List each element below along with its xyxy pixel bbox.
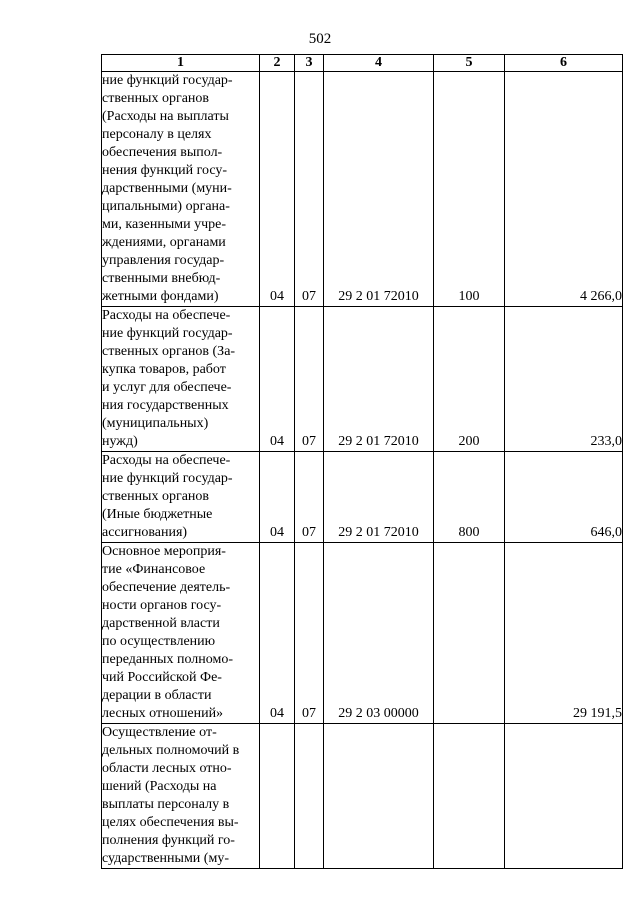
row-amount: 233,0 bbox=[505, 307, 623, 452]
row-section: 04 bbox=[260, 452, 295, 543]
row-section bbox=[260, 724, 295, 869]
row-target-article bbox=[324, 724, 434, 869]
table-row bbox=[102, 72, 623, 307]
row-description: Основное мероприя- тие «Финансовое обеспечение деятель- ности органов госу- дарственной власти по осуществлению переданных полномо- чий Российской Фе- дерации в области лесных отношений» bbox=[102, 543, 260, 724]
row-section: 04 bbox=[260, 72, 295, 307]
row-section: 04 bbox=[260, 543, 295, 724]
row-expense-type: 800 bbox=[434, 452, 505, 543]
header-row bbox=[102, 55, 623, 72]
table-row bbox=[102, 543, 623, 724]
row-description: Осуществление от- дельных полномочий в области лесных отно- шений (Расходы на выплаты персоналу в целях обеспечения вы- полнения функций го- сударственными (му- bbox=[102, 724, 260, 869]
row-expense-type bbox=[434, 543, 505, 724]
header-col-2: 2 bbox=[260, 55, 295, 72]
header-col-4: 4 bbox=[324, 55, 434, 72]
row-target-article: 29 2 01 72010 bbox=[324, 72, 434, 307]
row-section: 04 bbox=[260, 307, 295, 452]
page-number: 502 bbox=[308, 31, 332, 47]
table-row bbox=[102, 724, 623, 869]
table-row bbox=[102, 307, 623, 452]
header-col-3: 3 bbox=[295, 55, 324, 72]
row-target-article: 29 2 01 72010 bbox=[324, 452, 434, 543]
row-amount bbox=[505, 724, 623, 869]
row-subsection: 07 bbox=[295, 543, 324, 724]
header-col-5: 5 bbox=[434, 55, 505, 72]
row-expense-type: 100 bbox=[434, 72, 505, 307]
row-subsection: 07 bbox=[295, 72, 324, 307]
row-expense-type: 200 bbox=[434, 307, 505, 452]
budget-table bbox=[101, 54, 623, 869]
row-expense-type bbox=[434, 724, 505, 869]
row-subsection bbox=[295, 724, 324, 869]
row-subsection: 07 bbox=[295, 452, 324, 543]
row-amount: 29 191,5 bbox=[505, 543, 623, 724]
row-target-article: 29 2 01 72010 bbox=[324, 307, 434, 452]
row-subsection: 07 bbox=[295, 307, 324, 452]
table-row bbox=[102, 452, 623, 543]
row-description: ние функций государ- ственных органов (Расходы на выплаты персоналу в целях обеспечения выпол- нения функций госу- дарственными (муни- ципальными) органа- ми, казенными учре- ждениями, органами управления государ- ственными внебюд- жетными фондами) bbox=[102, 72, 260, 307]
row-description: Расходы на обеспече- ние функций государ- ственных органов (За- купка товаров, работ и услуг для обеспече- ния государственных (муниципальных) нужд) bbox=[102, 307, 260, 452]
row-amount: 4 266,0 bbox=[505, 72, 623, 307]
row-amount: 646,0 bbox=[505, 452, 623, 543]
row-target-article: 29 2 03 00000 bbox=[324, 543, 434, 724]
header-col-6: 6 bbox=[505, 55, 623, 72]
row-description: Расходы на обеспече- ние функций государ- ственных органов (Иные бюджетные ассигнования) bbox=[102, 452, 260, 543]
header-col-1: 1 bbox=[102, 55, 260, 72]
